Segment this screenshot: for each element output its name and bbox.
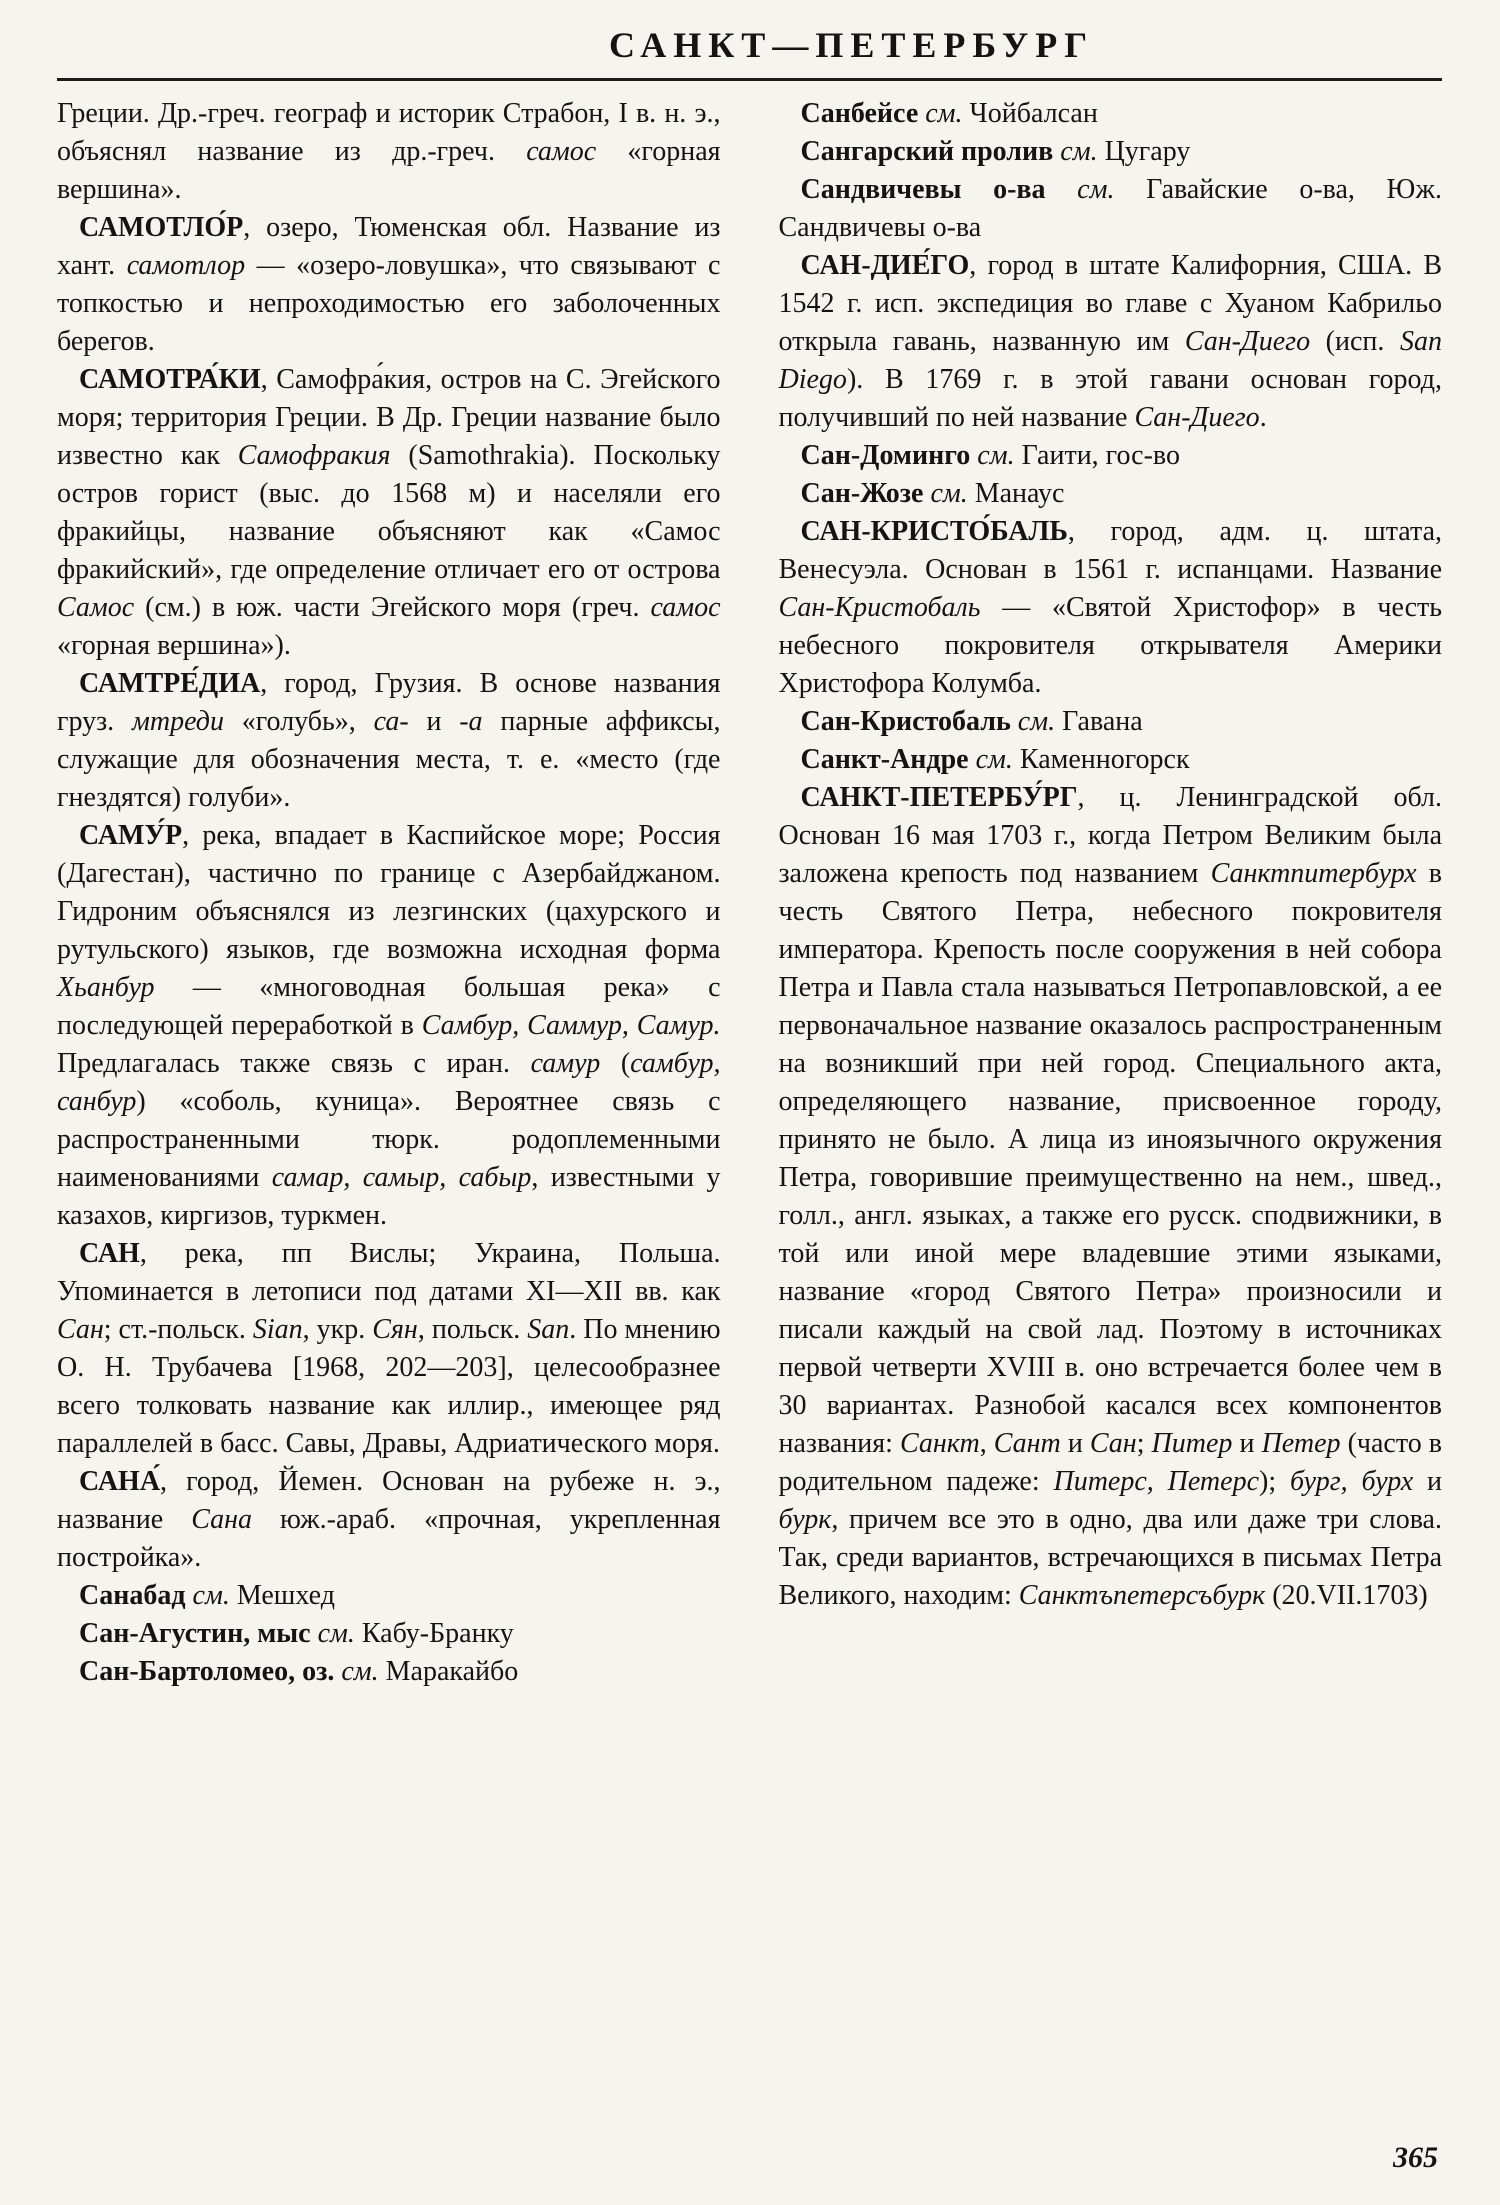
entry-paragraph <box>57 665 721 817</box>
text-segment: (исп. <box>1310 325 1400 357</box>
text-segment: бурк <box>778 1503 832 1535</box>
running-head: САНКТ—ПЕТЕРБУРГ <box>609 25 1095 65</box>
entry-paragraph <box>779 703 1443 741</box>
text-segment: самур <box>530 1047 601 1079</box>
text-segment: самос <box>526 135 597 167</box>
headword: Санабад <box>79 1579 186 1611</box>
entry-paragraph <box>779 437 1443 475</box>
text-segment: San Diego <box>778 325 1442 395</box>
text-segment: , укр. <box>302 1313 373 1345</box>
text-segment: Сян <box>372 1313 418 1345</box>
text-segment: . <box>1259 401 1267 433</box>
entry-paragraph <box>57 95 721 209</box>
headword: Сан-Агустин, мыс <box>79 1617 311 1649</box>
text-segment: Чойбалсан <box>962 97 1098 129</box>
headword: САНКТ-ПЕТЕРБУ́РГ <box>800 781 1078 813</box>
text-segment: (см.) в юж. части Эгейского моря (греч. <box>134 591 651 623</box>
text-segment: бург, бурх <box>1289 1465 1414 1497</box>
text-segment: Цугару <box>1097 135 1191 167</box>
headword: Санкт-Андре <box>800 743 969 775</box>
header-rule <box>57 78 1442 81</box>
text-segment: Самбур, Саммур, Самур. <box>421 1009 721 1041</box>
text-segment: Сана <box>191 1503 252 1535</box>
text-segment: Sian <box>252 1313 303 1345</box>
headword: САМТРЕ́ДИА <box>79 667 261 699</box>
text-segment <box>1046 174 1078 205</box>
text-segment: и <box>1060 1427 1090 1459</box>
text-segment: Петер <box>1261 1427 1341 1459</box>
text-segment: парные аффиксы, служащие для обозначения места, т. е. «место (где гнездятся) голуби». <box>57 705 721 813</box>
headword: САН-ДИЕ́ГО <box>800 249 970 281</box>
entry-paragraph <box>57 1235 721 1463</box>
text-segment: , река, пп Вислы; Украина, Польша. Упоминается в летописи под датами XI—XII вв. как <box>57 1237 721 1307</box>
text-segment: Гаити, гос-во <box>1014 439 1180 471</box>
text-segment: юж.-араб. «прочная, укрепленная постройка». <box>57 1503 721 1573</box>
text-segment <box>186 1580 193 1611</box>
text-segment: Маракайбо <box>378 1655 519 1687</box>
text-segment: Сан <box>57 1313 104 1345</box>
text-segment: Сан-Диего <box>1134 401 1260 433</box>
text-segment: см. <box>317 1617 355 1649</box>
headword: Санбейсе <box>800 97 919 129</box>
text-segment: см. <box>341 1655 379 1687</box>
entry-paragraph <box>57 1615 721 1653</box>
text-segment: , озеро, Тюменская обл. Название из хант. <box>57 211 721 281</box>
text-segment: самотлор <box>126 249 246 281</box>
headword: Сан-Кристобаль <box>800 705 1011 737</box>
text-segment: Хьанбур <box>57 971 155 1003</box>
text-segment <box>969 744 976 775</box>
text-segment: «горная вершина»). <box>57 629 291 661</box>
text-segment: , <box>979 1427 994 1459</box>
headword: Сан-Бартоломео, оз. <box>79 1655 335 1687</box>
entry-paragraph <box>779 133 1443 171</box>
text-segment <box>1011 706 1018 737</box>
text-segment: Гавайские о-ва, Юж. Сандвичевы о-ва <box>778 173 1443 243</box>
text-segment: Мешхед <box>229 1579 335 1611</box>
text-segment: Кабу-Бранку <box>354 1617 514 1649</box>
text-segment: в честь Святого Петра, небесного покровителя императора. Крепость после сооружения в ней собора Петра и Павла стала называться Петропавловской, а ее первоначальное название оказалось распространенным на возникший при ней город. Специального акта, определяющего название, присвоенное городу, принято не было. А лица из иноязычного окружения Петра, говорившие преимущественно на нем., швед., голл., англ. языках, а также его русск. сподвижники, в той или иной мере владевшие этими языками, название «город Святого Петра» произносили и писали каждый на свой лад. Поэтому в источниках первой четверти XVIII в. оно встречается более чем в 30 вариантах. Разнобой касался всех компонентов названия: <box>778 857 1442 1459</box>
text-segment: и <box>1413 1465 1443 1497</box>
entry-paragraph <box>779 247 1443 437</box>
headword: САНА́ <box>79 1465 161 1497</box>
text-segment: — «многоводная большая река» с последующей переработкой в <box>57 971 721 1041</box>
text-segment: (Samothrakia). Поскольку остров горист (выс. до 1568 м) и населяли его фракийцы, название объясняют как «Самос фракийский», где определение отличает его от острова <box>57 439 721 585</box>
text-segment: самос <box>650 591 721 623</box>
text-segment: , ц. Ленинградской обл. Основан 16 мая 1703 г., когда Петром Великим была заложена крепость под названием <box>778 781 1442 889</box>
right-column <box>779 95 1443 1691</box>
headword: САН-КРИСТО́БАЛЬ <box>800 515 1068 547</box>
headword: САН <box>79 1237 140 1269</box>
text-segment: см. <box>1077 173 1115 205</box>
text-segment: (часто в родительном падеже: <box>778 1427 1443 1497</box>
text-segment: см. <box>925 97 963 129</box>
entry-paragraph <box>57 1463 721 1577</box>
headword: Сангарский пролив <box>800 135 1054 167</box>
text-segment: ); <box>1259 1465 1290 1497</box>
text-segment: , город, Йемен. Основан на рубеже н. э., название <box>57 1465 721 1535</box>
entry-paragraph <box>57 209 721 361</box>
text-segment: ). В 1769 г. в этой гавани основан город, получивший по ней название <box>778 363 1442 433</box>
text-segment: , причем все это в одно, два или даже три слова. Так, среди вариантов, встречающихся в письмах Петра Великого, находим: <box>778 1503 1442 1611</box>
text-segment: Сан <box>1089 1427 1137 1459</box>
text-segment: самар, самыр, сабыр <box>271 1161 532 1193</box>
text-segment: Санктъпетерсъбурк <box>1018 1579 1266 1611</box>
headword: Сан-Доминго <box>800 439 971 471</box>
text-segment: см. <box>1060 135 1098 167</box>
text-segment: см. <box>930 477 968 509</box>
text-segment: мтреди <box>131 705 224 737</box>
entry-paragraph <box>57 1653 721 1691</box>
text-segment: «голубь», <box>223 705 374 737</box>
entry-paragraph <box>779 95 1443 133</box>
text-segment <box>311 1618 318 1649</box>
text-segment: Сан-Диего <box>1184 325 1311 357</box>
headword: САМОТЛО́Р <box>79 211 244 243</box>
headword: САМОТРА́КИ <box>79 363 261 395</box>
entry-paragraph <box>57 1577 721 1615</box>
text-segment: Каменногорск <box>1012 743 1190 775</box>
text-segment: Сан-Кристобаль <box>778 591 981 623</box>
entry-paragraph <box>779 741 1443 779</box>
text-segment: «горная вершина». <box>57 135 721 205</box>
headword: Сандвичевы о-ва <box>800 173 1046 205</box>
text-segment: см. <box>975 743 1013 775</box>
text-segment: см. <box>977 439 1015 471</box>
text-segment: . По мнению О. Н. Трубачева [1968, 202—203], целесообразнее всего толковать название как иллир., имеющее ряд параллелей в басс. Савы, Дравы, Адриатического моря. <box>57 1313 721 1459</box>
text-segment: , город в штате Калифорния, США. В 1542 г. исп. экспедиция во главе с Хуаном Кабрильо открыла гавань, названную им <box>778 249 1442 357</box>
text-segment: — «Святой Христофор» в честь небесного покровителя открывателя Америки Христофора Колумба. <box>778 591 1442 699</box>
text-segment: Гавана <box>1055 705 1143 737</box>
left-column <box>57 95 721 1691</box>
text-segment: , польск. <box>417 1313 528 1345</box>
text-segment: Самос <box>57 591 135 623</box>
text-segment: , река, впадает в Каспийское море; Россия (Дагестан), частично по границе с Азербайджаном. Гидроним объяснялся из лезгинских (цахурского и рутульского) языков, где возможна исходная форма <box>57 819 721 965</box>
entry-paragraph <box>779 513 1443 703</box>
text-segment: Предлагалась также связь с иран. <box>57 1047 531 1079</box>
text-segment: и <box>1232 1427 1262 1459</box>
text-segment: Санкт <box>899 1427 980 1459</box>
text-segment: самбур, санбур <box>57 1047 721 1117</box>
text-segment: , известными у казахов, киргизов, туркмен. <box>57 1161 721 1231</box>
text-segment: — «озеро-ловушка», что связывают с топкостью и непроходимостью его заболоченных берегов. <box>57 249 721 357</box>
text-segment: и <box>408 705 460 737</box>
text-segment: ; <box>1136 1427 1152 1459</box>
page-number: 365 <box>1393 2141 1438 2174</box>
text-segment: -а <box>459 705 483 737</box>
text-segment: см. <box>192 1579 230 1611</box>
text-segment: Греции. Др.-греч. географ и историк Страбон, I в. н. э., объяснял название из др.-греч. <box>57 97 721 167</box>
text-segment: San <box>527 1313 570 1345</box>
headword: Сан-Жозе <box>800 477 924 509</box>
text-columns <box>57 95 1442 1691</box>
text-segment: Манаус <box>967 477 1065 509</box>
text-segment: Сант <box>993 1427 1061 1459</box>
entry-paragraph <box>779 779 1443 1615</box>
text-segment: ) «соболь, куница». Вероятнее связь с распространенными тюрк. родоплеменными наименованиями <box>57 1085 721 1193</box>
entry-paragraph <box>57 817 721 1235</box>
entry-paragraph <box>779 475 1443 513</box>
text-segment: (20.VII.1703) <box>1265 1579 1428 1611</box>
text-segment: , Самофра́кия, остров на С. Эгейского моря; территория Греции. В Др. Греции название было известно как <box>57 363 721 471</box>
text-segment: , город, Грузия. В основе названия груз. <box>57 667 721 737</box>
text-segment: см. <box>1017 705 1056 737</box>
text-segment: ; ст.-польск. <box>103 1313 253 1345</box>
text-segment: Самофракия <box>237 439 391 471</box>
text-segment: ( <box>600 1047 631 1079</box>
entry-paragraph <box>779 171 1443 247</box>
text-segment: Санктпитербурх <box>1210 857 1417 889</box>
text-segment: Питерс, Петерс <box>1053 1465 1259 1497</box>
headword: САМУ́Р <box>79 819 183 851</box>
text-segment: са- <box>373 705 409 737</box>
text-segment: Питер <box>1151 1427 1233 1459</box>
entry-paragraph <box>57 361 721 665</box>
text-segment: , город, адм. ц. штата, Венесуэла. Основан в 1561 г. испанцами. Название <box>778 515 1442 585</box>
